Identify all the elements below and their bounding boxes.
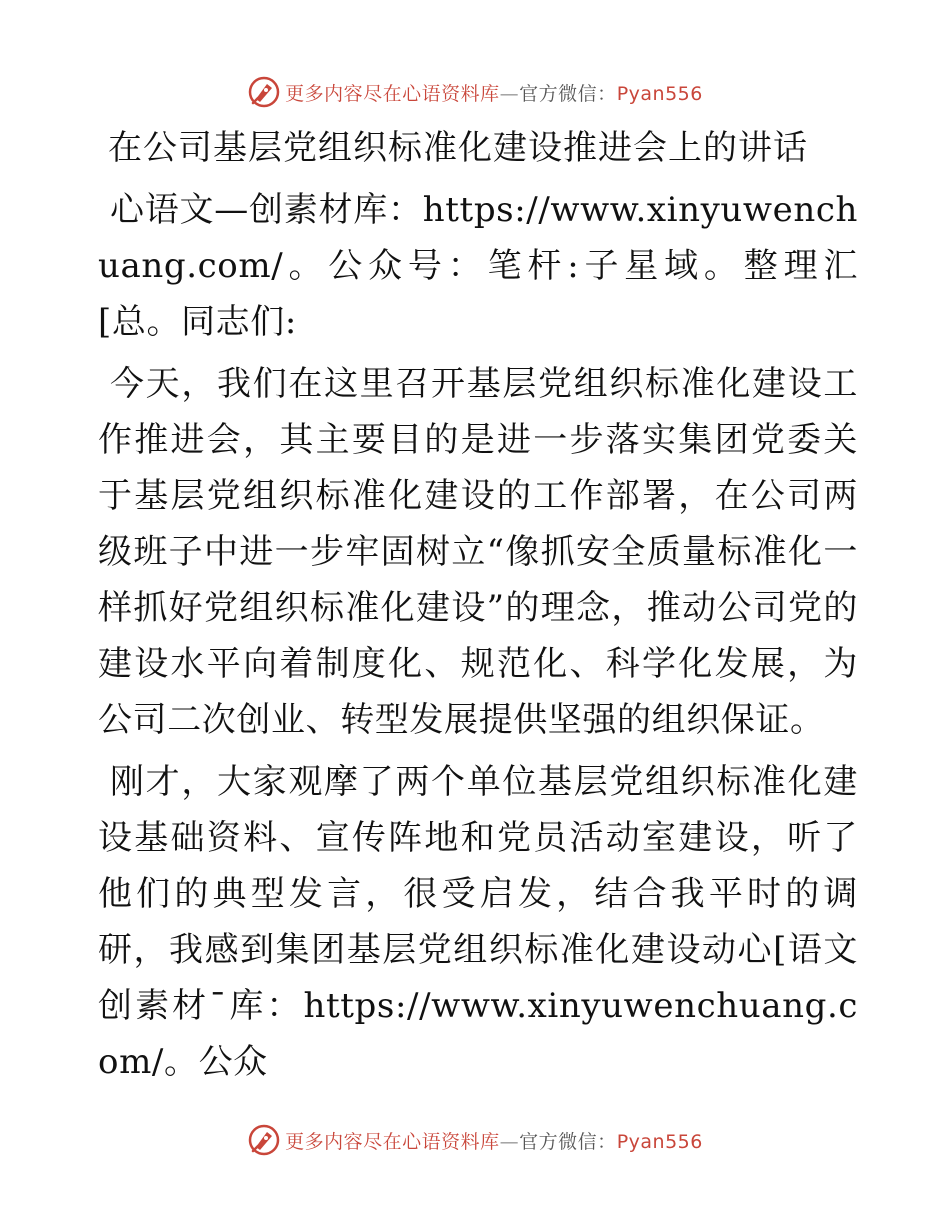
banner-text [285, 1127, 703, 1154]
paragraph-3: 刚才，大家观摩了两个单位基层党组织标准化建设基础资料、宣传阵地和党员活动室建设，听了他们的典型发言，很受启发，结合我平时的调研，我感到集团基层党组织标准化建设动心[语文创素材¯库：https://www.xinyuwenchuang.com/。公众 [98, 762, 858, 1082]
banner-official-label: 官方微信： [519, 1130, 617, 1153]
banner-main-text: 更多内容尽在心语资料库 [285, 82, 500, 105]
banner-official-label: 官方微信： [519, 82, 617, 105]
footer-banner [0, 1120, 950, 1160]
banner-separator: — [499, 1130, 520, 1153]
document-body [98, 120, 858, 1096]
pen-nib-logo-icon [247, 75, 281, 109]
header-banner [0, 72, 950, 112]
banner-text [285, 79, 703, 106]
banner-account: Pyan556 [616, 82, 703, 105]
banner-main-text: 更多内容尽在心语资料库 [285, 1130, 500, 1153]
paragraph-2: 今天，我们在这里召开基层党组织标准化建设工作推进会，其主要目的是进一步落实集团党委关于基层党组织标准化建设的工作部署，在公司两级班子中进一步牢固树立“像抓安全质量标准化一样抓好党组织标准化建设”的理念，推动公司党的建设水平向着制度化、规范化、科学化发展，为公司二次创业、转型发展提供坚强的组织保证。 [98, 364, 858, 740]
paragraph-1: 心语文—创素材库：https://www.xinyuwenchuang.com/。公众号：笔杆:子星域。整理汇[总。同志们: [98, 190, 858, 342]
document-title: 在公司基层党组织标准化建设推进会上的讲话 [108, 128, 808, 168]
pen-nib-logo-icon [247, 1123, 281, 1157]
banner-separator: — [499, 82, 520, 105]
banner-account: Pyan556 [616, 1130, 703, 1153]
